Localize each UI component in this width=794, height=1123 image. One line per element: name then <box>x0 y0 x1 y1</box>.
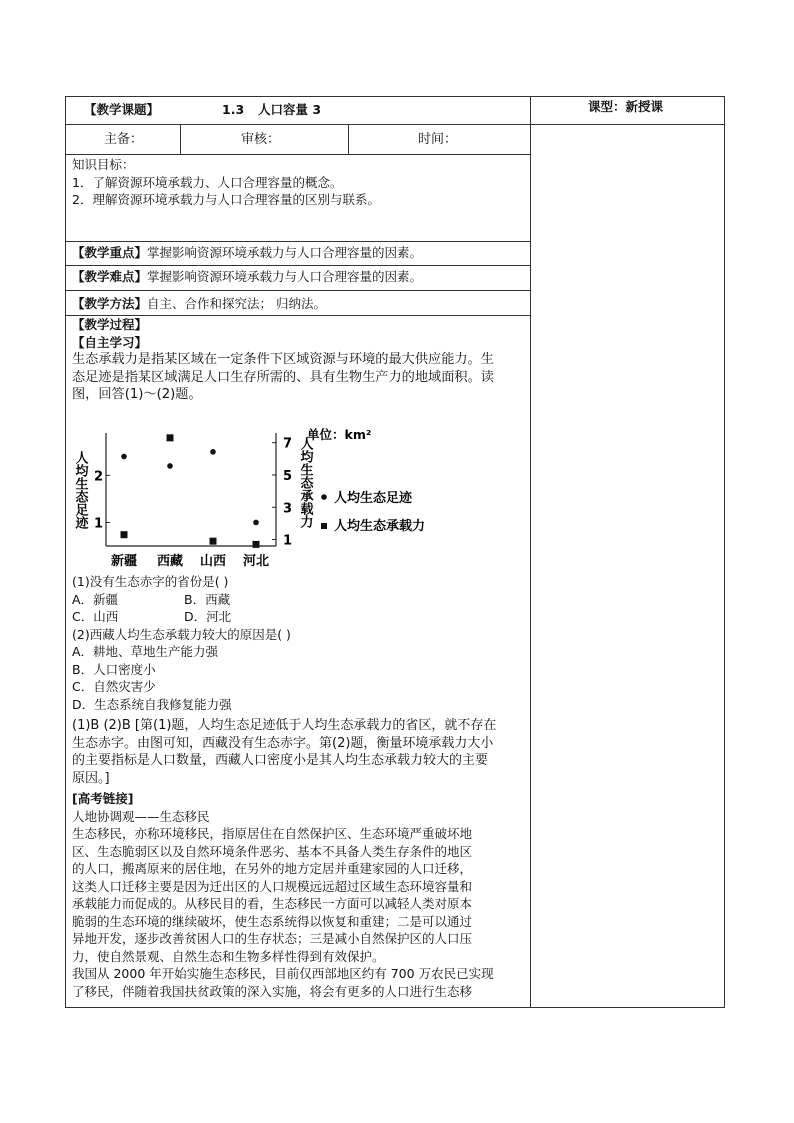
legend-marker-footprint <box>321 494 327 500</box>
key-point-text: 掌握影响资源环境承载力与人口合理容量的因素。 <box>147 245 423 260</box>
objective-item: 2．理解资源环境承载力与人口合理容量的区别与联系。 <box>72 192 380 207</box>
category-label: 山西 <box>199 554 227 569</box>
objective-item: 1．了解资源环境承载力、人口合理容量的概念。 <box>72 174 343 190</box>
q1-option-d: D．河北 <box>184 609 232 624</box>
right-axis-label: 人均生态承载力 <box>297 437 313 528</box>
gaokao-heading: [高考链接] <box>72 791 134 806</box>
link-line: 区、生态脆弱区以及自然环境条件恶劣、基本不具备人类生存条件的地区 <box>72 843 473 859</box>
right-tick-label: 3 <box>283 501 293 517</box>
method-label: 【教学方法】 <box>72 296 148 311</box>
q1-option-a: A．新疆 <box>72 591 119 607</box>
link-line: 这类人口迁移主要是因为迁出区的人口规模远远超过区域生态环境容量和 <box>72 878 473 894</box>
prepare-label: 主备： <box>104 132 144 147</box>
category-label: 河北 <box>242 554 270 569</box>
intro-line: 生态承载力是指某区域在一定条件下区域资源与环境的最大供应能力。生 <box>72 352 494 367</box>
footprint-point <box>210 449 216 455</box>
right-tick-label: 1 <box>283 533 293 549</box>
row-divider <box>65 241 531 242</box>
eco-chart <box>70 423 440 573</box>
capacity-point <box>167 434 174 441</box>
q2-text: (2)西藏人均生态承载力较大的原因是( ) <box>72 626 291 642</box>
objectives-heading: 知识目标： <box>72 157 135 172</box>
intro-line: 图，回答(1)～(2)题。 <box>72 387 202 402</box>
title-label: 【教学课题】 <box>84 102 160 117</box>
row-divider <box>65 265 531 266</box>
link-line: 力，使自然景观、自然生态和生物多样性得到有效保护。 <box>72 948 385 964</box>
right-tick-label: 5 <box>283 468 293 484</box>
category-label: 西藏 <box>156 554 184 569</box>
right-tick-label: 7 <box>283 436 293 452</box>
q2-option: B．人口密度小 <box>72 661 156 677</box>
link-line: 脆弱的生态环境的继续破坏，使生态系统得以恢复和重建；二是可以通过 <box>72 913 473 929</box>
unit-label: 单位：km² <box>307 427 372 442</box>
difficult-point-text: 掌握影响资源环境承载力与人口合理容量的因素。 <box>147 269 423 284</box>
method-row <box>72 295 527 313</box>
capacity-point <box>121 531 128 538</box>
link-line: 生态移民，亦称环境移民，指原居住在自然保护区、生态环境严重破坏地 <box>72 826 473 841</box>
process-block <box>72 316 527 404</box>
capacity-point <box>210 538 217 545</box>
q1-option-b: B．西藏 <box>184 591 231 607</box>
self-study-heading: 【自主学习】 <box>72 334 148 350</box>
legend-capacity: 人均生态承载力 <box>334 519 426 534</box>
row-divider <box>65 154 531 155</box>
title-number: 1.3 <box>222 102 245 117</box>
link-line: 人地协调观——生态移民 <box>72 808 210 824</box>
left-axis-label: 人均生态足迹 <box>72 451 88 529</box>
category-label: 新疆 <box>110 554 138 569</box>
q2-option: C．自然灾害少 <box>72 679 156 694</box>
answer-line: 生态赤字。由图可知，西藏没有生态赤字。第(2)题，衡量环境承载力大小 <box>72 735 494 751</box>
q2-option: A．耕地、草地生产能力强 <box>72 644 219 659</box>
link-line: 我国从 2000 年开始实施生态移民，目前仅西部地区约有 700 万农民已实现 <box>72 966 494 981</box>
course-type: 课型：新授课 <box>588 99 664 114</box>
legend-footprint: 人均生态足迹 <box>334 491 413 506</box>
gaokao-block <box>72 790 527 1000</box>
footprint-point <box>253 520 259 526</box>
meta-divider-2 <box>348 124 349 154</box>
objectives-block <box>72 156 527 209</box>
q1-option-c: C．山西 <box>72 609 119 624</box>
answer-line: (1)B (2)B [第(1)题，人均生态足迹低于人均生态承载力的省区，就不存在 <box>72 718 497 733</box>
q1-text: (1)没有生态赤字的省份是( ) <box>72 574 229 589</box>
legend-marker-capacity <box>321 523 327 529</box>
left-tick-label: 1 <box>94 516 104 532</box>
method-text: 自主、合作和探究法； 归纳法。 <box>147 296 326 311</box>
row-divider <box>65 124 725 125</box>
answer-block <box>72 717 527 787</box>
q2-option: D．生态系统自我修复能力强 <box>72 696 232 712</box>
row-divider <box>65 290 531 291</box>
question-block <box>72 573 527 713</box>
answer-line: 原因。] <box>72 770 110 786</box>
intro-line: 态足迹是指某区域满足人口生存所需的、具有生物生产力的地域面积。读 <box>72 369 494 385</box>
difficult-point-row <box>72 268 527 286</box>
link-line: 了移民，伴随着我国扶贫政策的深入实施，将会有更多的人口进行生态移 <box>72 983 473 999</box>
difficult-point-label: 【教学难点】 <box>72 269 148 284</box>
capacity-point <box>253 541 260 548</box>
meta-divider-1 <box>180 124 181 154</box>
time-label: 时间： <box>418 132 458 147</box>
left-tick-label: 2 <box>94 469 104 485</box>
link-line: 异地开发，逐步改善贫困人口的生存状态；三是减小自然保护区的人口压 <box>72 931 473 946</box>
review-label: 审核： <box>241 132 281 147</box>
footprint-point <box>121 454 127 460</box>
footprint-point <box>167 463 173 469</box>
process-heading: 【教学过程】 <box>72 317 148 332</box>
link-line: 的人口，搬离原来的居住地，在另外的地方定居并重建家园的人口迁移， <box>72 861 473 876</box>
key-point-row <box>72 244 527 262</box>
column-divider <box>530 96 531 1008</box>
answer-line: 的主要指标是人口数量，西藏人口密度小是其人均生态承载力较大的主要 <box>72 753 489 768</box>
key-point-label: 【教学重点】 <box>72 245 148 260</box>
page-title: 人口容量 3 <box>258 102 322 117</box>
link-line: 承载能力而促成的。从移民目的看，生态移民一方面可以减轻人类对原本 <box>72 896 473 911</box>
